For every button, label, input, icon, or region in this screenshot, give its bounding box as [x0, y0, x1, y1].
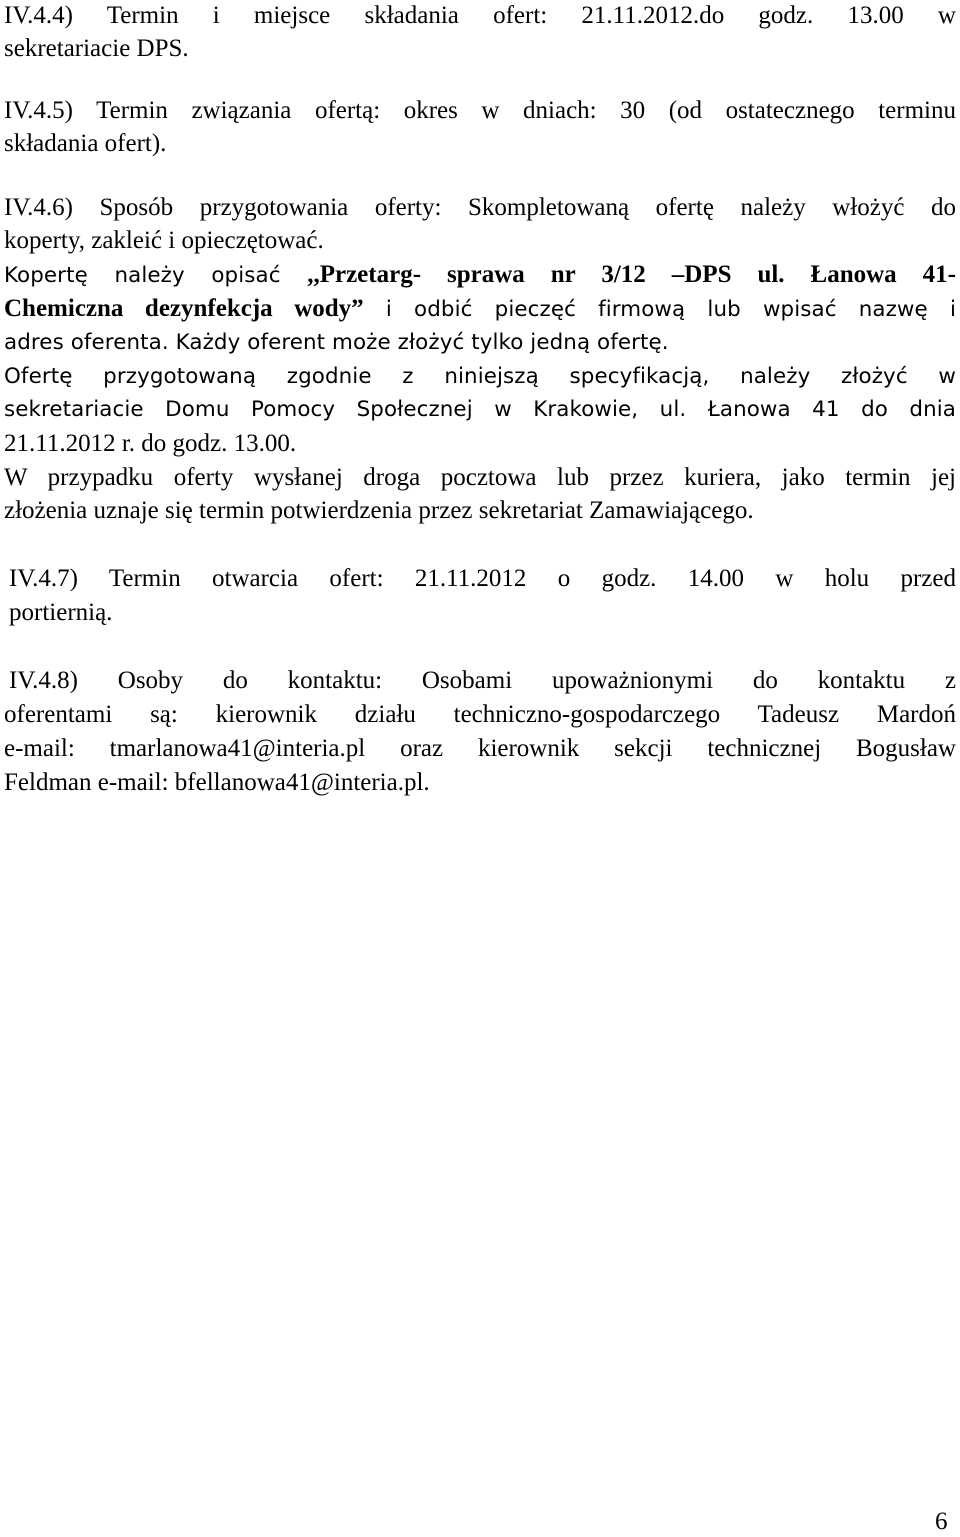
section-4-5-line-2: składania ofert). — [4, 130, 167, 157]
label-title-part-2: Chemiczna dezynfekcja wody” — [4, 295, 364, 322]
section-4-6-line-9: W przypadku oferty wysłanej droga pocztowa lub przez kuriera, jako termin jej — [4, 464, 956, 491]
page-number: 6 — [935, 1508, 948, 1535]
section-4-6-line-10: złożenia uznaje się termin potwierdzenia przez sekretariat Zamawiającego. — [4, 497, 754, 524]
section-4-6-line-7: sekretariacie Domu Pomocy Społecznej w Krakowie, ul. Łanowa 41 do dnia — [4, 397, 956, 422]
section-4-6-label-line — [4, 259, 956, 292]
section-4-8-line-1: IV.4.8) Osoby do kontaktu: Osobami upoważnionymi do kontaktu z — [9, 667, 956, 694]
section-4-7-line-1: IV.4.7) Termin otwarcia ofert: 21.11.2012 o godz. 14.00 w holu przed — [9, 565, 956, 592]
section-4-6-line-8: 21.11.2012 r. do godz. 13.00. — [4, 430, 297, 457]
section-4-4-line-1: IV.4.4) Termin i miejsce składania ofert: 21.11.2012.do godz. 13.00 w — [4, 2, 956, 29]
label-title-part-1: ,,Przetarg- sprawa nr 3/12 –DPS ul. Łanowa 41- — [307, 261, 956, 288]
section-4-4-line-2: sekretariacie DPS. — [4, 35, 189, 62]
section-4-6-label-line-2 — [4, 293, 956, 326]
section-4-7-line-2: portiernią. — [9, 599, 113, 626]
section-4-6-line-6: Ofertę przygotowaną zgodnie z niniejszą specyfikacją, należy złożyć w — [4, 364, 956, 389]
label-instruction: Kopertę należy opisać — [4, 263, 308, 288]
section-4-6-line-1: IV.4.6) Sposób przygotowania oferty: Skompletowaną ofertę należy włożyć do — [4, 194, 956, 221]
section-4-5-line-1: IV.4.5) Termin związania ofertą: okres w dniach: 30 (od ostatecznego terminu — [4, 97, 956, 124]
section-4-6-line-2: koperty, zakleić i opieczętować. — [4, 227, 324, 254]
section-4-6-line-5: adres oferenta. Każdy oferent może złożyć tylko jedną ofertę. — [4, 330, 669, 355]
section-4-8-line-4: Feldman e-mail: bfellanowa41@interia.pl. — [4, 769, 430, 796]
section-4-8-line-2: oferentami są: kierownik działu techniczno-gospodarczego Tadeusz Mardoń — [4, 701, 956, 728]
stamp-instruction: i odbić pieczęć firmową lub wpisać nazwę i — [363, 297, 956, 322]
section-4-8-line-3: e-mail: tmarlanowa41@interia.pl oraz kierownik sekcji technicznej Bogusław — [4, 735, 956, 762]
